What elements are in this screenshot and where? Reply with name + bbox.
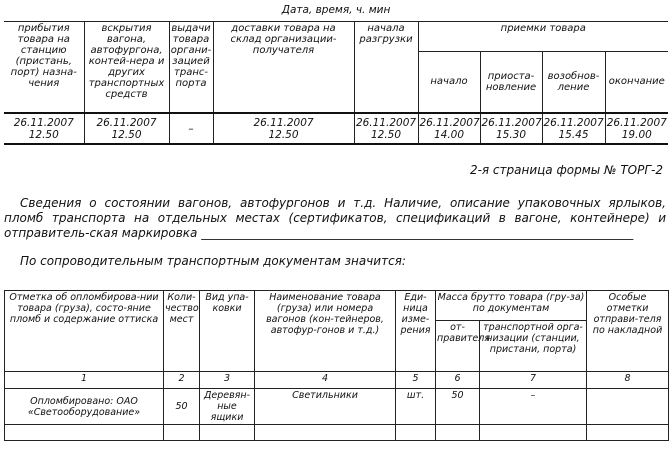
t2-empty-cell [5,425,164,441]
cell-unloading-start: 26.11.2007 12.50 [354,113,418,144]
t2-col-number: 2 [164,372,200,389]
t2-col-number: 8 [587,372,669,389]
group-header-datetime: Дата, время, ч. мин [4,4,668,21]
t2-empty-cell [587,425,669,441]
t2-cell-packaging: Деревян-ные ящики [200,389,255,425]
t2-header-seal: Отметка об опломбирова-нии товара (груза), состо-яние пломб и содержание оттиска [5,291,164,372]
t2-header-goods-name: Наименование товара (груза) или номера вагонов (кон-тейнеров, автофур-гонов и т.д.) [255,291,396,372]
subcol-pause: приоста-новление [480,51,542,113]
cell-acceptance-resume: 26.11.2007 15.45 [542,113,605,144]
t2-header-packaging: Вид упа-ковки [200,291,255,372]
t2-empty-cell [255,425,396,441]
t2-empty-cell [436,425,480,441]
cell-opening: 26.11.2007 12.50 [84,113,169,144]
col-header-opening: вскрытия вагона, автофургона, контей-нера и других транспортных средств [84,21,169,113]
t2-col-number: 4 [255,372,396,389]
t2-col-number: 5 [396,372,436,389]
t2-header-unit: Еди-ница изме-рения [396,291,436,372]
t2-col-number: 3 [200,372,255,389]
t2-empty-cell [480,425,587,441]
cell-acceptance-pause: 26.11.2007 15.30 [480,113,542,144]
col-header-acceptance: приемки товара [418,21,668,51]
t2-col-number: 7 [480,372,587,389]
t2-header-mass: Масса брутто товара (гру-за) по документам [436,291,587,321]
col-header-arrival: прибытия товара на станцию (пристань, порт) назна-чения [4,21,84,113]
documents-table [4,290,669,441]
cell-delivery: 26.11.2007 12.50 [213,113,354,144]
t2-col-number: 1 [5,372,164,389]
cell-issue: – [169,113,213,144]
t2-empty-cell [396,425,436,441]
t2-cell-seal: Опломбировано: ОАО «Светооборудование» [5,389,164,425]
subcol-resume: возобнов-ление [542,51,605,113]
documents-subparagraph: По сопроводительным транспортным документам значится: [20,254,406,268]
condition-paragraph: Сведения о состоянии вагонов, автофургонов и т.д. Наличие, описание упаковочных ярлыков, пломб транспорта на отдельных местах (сертификатов, спецификаций в вагоне, контейнере) и отправитель-ская маркировка ________________________________________________________________________ [4,196,666,240]
t2-cell-sender-mass: 50 [436,389,480,425]
cell-acceptance-start: 26.11.2007 14.00 [418,113,480,144]
t2-header-transport-org: транспортной орга-низации (станции, пристани, порта) [480,321,587,372]
t2-cell-goods-name: Светильники [255,389,396,425]
t2-empty-cell [200,425,255,441]
subcol-end: окончание [605,51,668,113]
cell-acceptance-end: 26.11.2007 19.00 [605,113,668,144]
t2-cell-unit: шт. [396,389,436,425]
col-header-unloading-start: начала разгрузки [354,21,418,113]
t2-header-special-notes: Особые отметки отправи-теля по накладной [587,291,669,372]
cell-arrival: 26.11.2007 12.50 [4,113,84,144]
t2-header-sender: от-правителя [436,321,480,372]
t2-empty-cell [164,425,200,441]
t2-cell-special-notes [587,389,669,425]
t2-cell-quantity: 50 [164,389,200,425]
t2-header-quantity: Коли-чество мест [164,291,200,372]
col-header-issue: выдачи товара органи-зацией транс-порта [169,21,213,113]
t2-cell-transport-mass: – [480,389,587,425]
t2-col-number: 6 [436,372,480,389]
arrival-times-table [4,4,668,145]
col-header-delivery: доставки товара на склад организации-получателя [213,21,354,113]
page-caption: 2-я страница формы № ТОРГ-2 [469,163,663,177]
subcol-start: начало [418,51,480,113]
